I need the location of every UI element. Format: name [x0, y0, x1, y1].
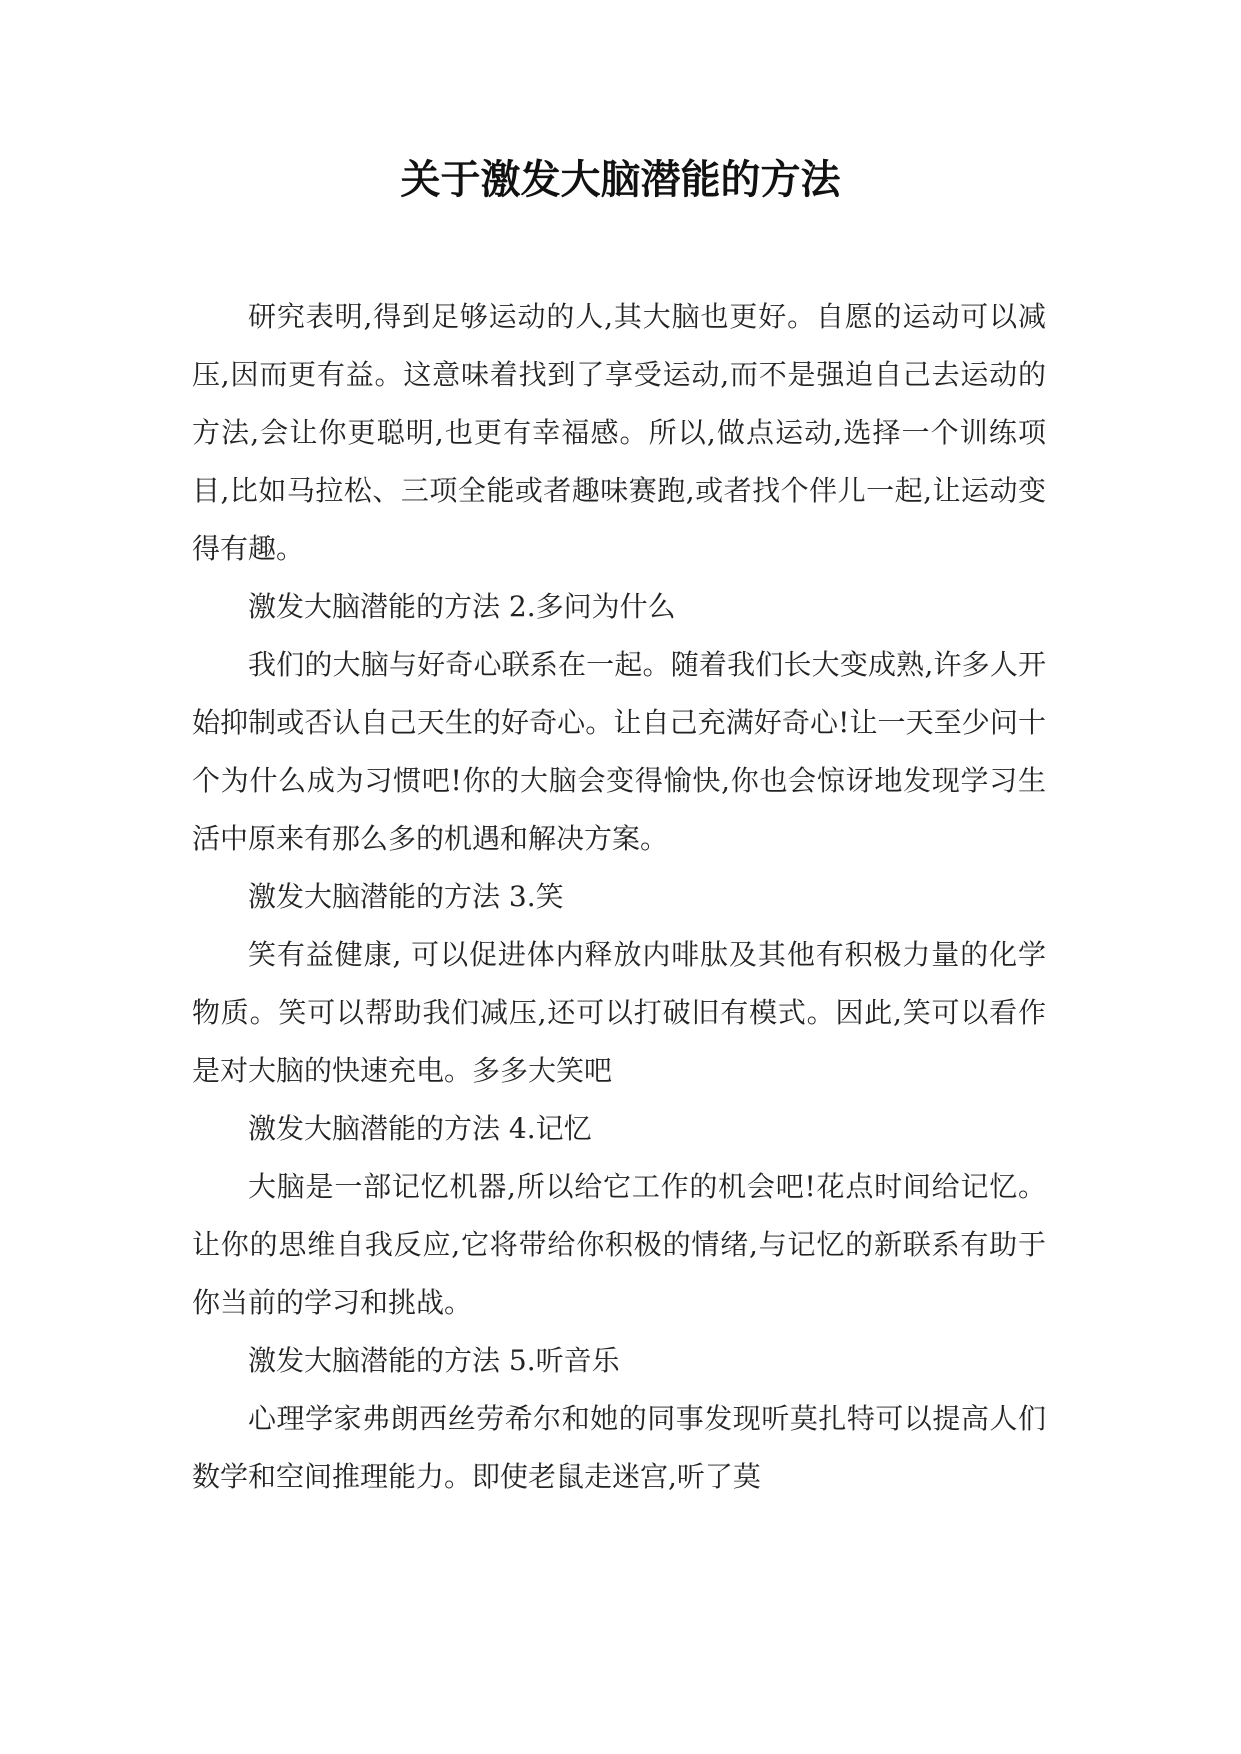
section-heading-3: 激发大脑潜能的方法 3.笑	[248, 880, 564, 913]
section-heading-5: 激发大脑潜能的方法 5.听音乐	[248, 1344, 620, 1377]
paragraph-music: 心理学家弗朗西丝劳希尔和她的同事发现听莫扎特可以提高人们数学和空间推理能力。即使老鼠走迷宫,听了莫	[192, 1402, 1046, 1493]
paragraph-laugh: 笑有益健康, 可以促进体内释放内啡肽及其他有积极力量的化学物质。笑可以帮助我们减压,还可以打破旧有模式。因此,笑可以看作是对大脑的快速充电。多多大笑吧	[192, 938, 1046, 1087]
paragraph-curiosity: 我们的大脑与好奇心联系在一起。随着我们长大变成熟,许多人开始抑制或否认自己天生的好奇心。让自己充满好奇心!让一天至少问十个为什么成为习惯吧!你的大脑会变得愉快,你也会惊讶地发现学习生活中原来有那么多的机遇和解决方案。	[192, 648, 1046, 855]
section-heading-2: 激发大脑潜能的方法 2.多问为什么	[248, 590, 676, 623]
document-title: 关于激发大脑潜能的方法	[400, 156, 841, 203]
paragraph-exercise: 研究表明,得到足够运动的人,其大脑也更好。自愿的运动可以减压,因而更有益。这意味着找到了享受运动,而不是强迫自己去运动的方法,会让你更聪明,也更有幸福感。所以,做点运动,选择一个训练项目,比如马拉松、三项全能或者趣味赛跑,或者找个伴儿一起,让运动变得有趣。	[192, 300, 1046, 565]
section-heading-4: 激发大脑潜能的方法 4.记忆	[248, 1112, 592, 1145]
paragraph-memory: 大脑是一部记忆机器,所以给它工作的机会吧!花点时间给记忆。让你的思维自我反应,它将带给你积极的情绪,与记忆的新联系有助于你当前的学习和挑战。	[192, 1170, 1046, 1319]
document-body	[192, 288, 1046, 1506]
